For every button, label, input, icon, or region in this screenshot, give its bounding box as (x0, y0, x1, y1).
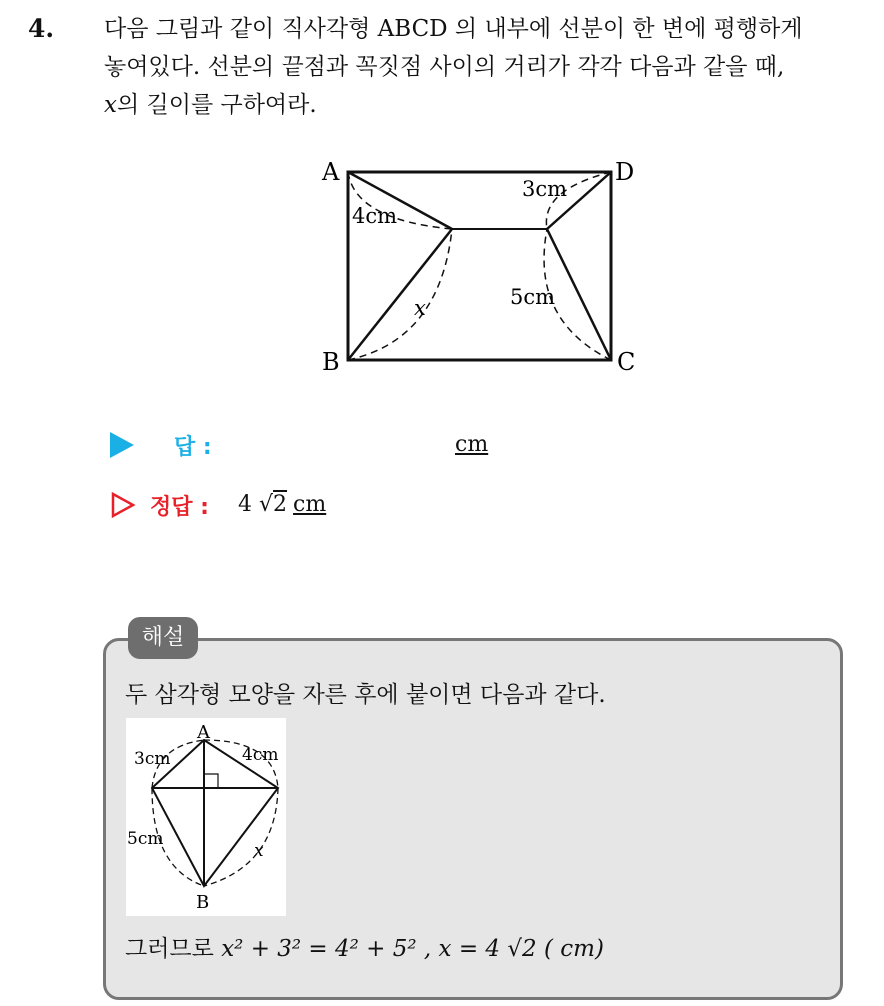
solution-line-1: 두 삼각형 모양을 자른 후에 붙이면 다음과 같다. (125, 682, 606, 708)
kite-3cm-label: 3cm (134, 749, 171, 769)
outline-triangle-icon (110, 491, 136, 519)
vertex-a-label: A (322, 158, 340, 186)
answer-unit: cm (455, 432, 489, 457)
length-4cm-label: 4cm (352, 204, 398, 228)
kite-vertex-a-label: A (197, 722, 210, 743)
vertex-d-label: D (615, 158, 635, 186)
kite-figure (126, 718, 286, 916)
correct-answer-value: 4 √2 cm (238, 492, 327, 517)
length-3cm-label: 3cm (522, 177, 568, 201)
vertex-c-label: C (617, 348, 636, 376)
rectangle-figure (310, 150, 660, 385)
play-triangle-icon (110, 432, 134, 458)
segment-c (547, 229, 611, 360)
length-5cm-label: 5cm (510, 285, 556, 309)
question-text (104, 10, 874, 124)
kite-x-label: x (254, 841, 264, 861)
kite-vertex-b-label: B (196, 892, 210, 913)
question-line-1: 다음 그림과 같이 직사각형 ABCD 의 내부에 선분이 한 변에 평행하게 (104, 16, 803, 42)
question-number: 4. (28, 14, 55, 43)
variable-x: x (104, 92, 117, 118)
segment-b (348, 229, 452, 360)
length-x-label: x (414, 296, 426, 320)
vertex-b-label: B (322, 348, 340, 376)
question-line-2: 놓여있다. 선분의 끝점과 꼭짓점 사이의 거리가 각각 다음과 같을 때, (104, 54, 785, 80)
solution-equation: x² + 3² = 4² + 5² , x = 4 √2 ( cm) (221, 936, 604, 962)
solution-line-2: 그러므로 x² + 3² = 4² + 5² , x = 4 √2 ( cm) (125, 936, 604, 962)
correct-answer-row (110, 490, 610, 524)
sqrt-symbol: √2 (259, 492, 288, 517)
question-line-3: x의 길이를 구하여라. (104, 92, 317, 118)
answer-label: 답 : (174, 435, 212, 460)
solution-tag: 해설 (128, 617, 198, 659)
correct-answer-unit: cm (293, 492, 327, 517)
kite-5cm-label: 5cm (127, 829, 164, 849)
correct-answer-label: 정답 : (150, 495, 209, 520)
answer-row (110, 430, 610, 464)
kite-4cm-label: 4cm (242, 745, 279, 765)
